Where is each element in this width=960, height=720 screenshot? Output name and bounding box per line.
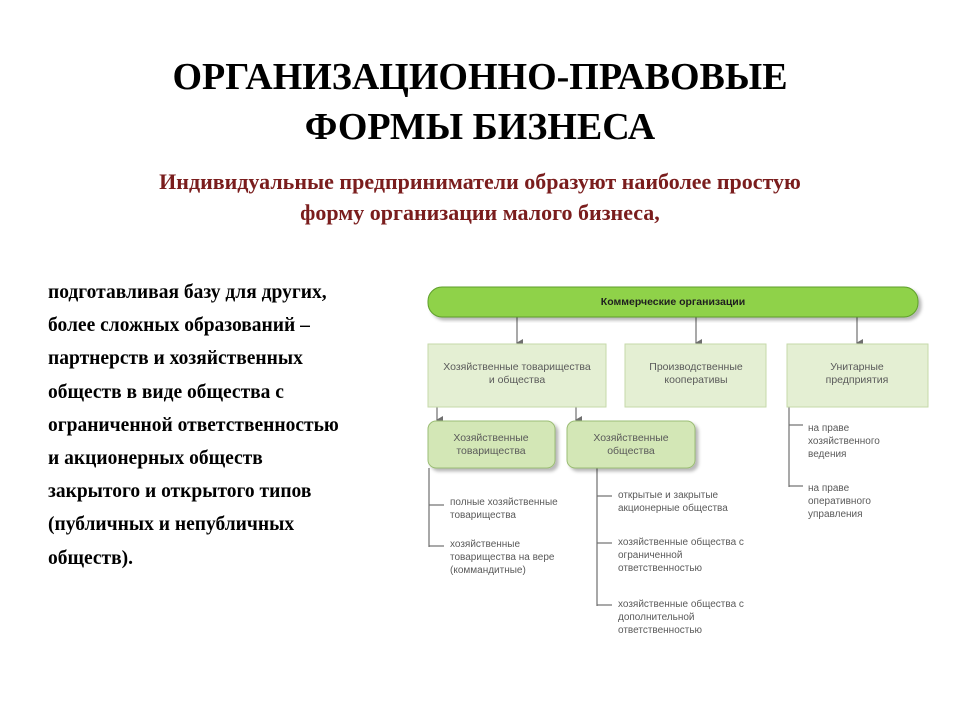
body-line-4: обществ в виде общества с [48,381,284,403]
companies-box-label: Хозяйственные общества [593,432,669,457]
subtitle-line-1: Индивидуальные предприниматели образуют наиболее простую [159,169,801,194]
root-label: Коммерческие организации [600,296,746,308]
company-type-3: хозяйственные общества с дополнительной ответственностью [618,599,744,636]
body-line-6: и акционерных обществ [48,448,263,470]
body-line-8: (публичных и непубличных [48,514,295,536]
unitary-type-2: на праве оперативного управления [808,483,871,520]
cooperatives-box-label: Производственные кооперативы [649,361,743,386]
partnership-type-1: полные хозяйственные товарищества [450,497,558,521]
body-line-5: ограниченной ответственностью [48,414,339,436]
body-line-7: закрытого и открытого типов [48,481,312,503]
unitary-type-1: на праве хозяйственного ведения [808,423,880,460]
partnerships-box-label: Хозяйственные товарищества [453,432,529,457]
body-line-3: партнерств и хозяйственных [48,348,303,370]
company-type-1: открытые и закрытые акционерные общества [618,490,728,514]
title-line-2: ФОРМЫ БИЗНЕСА [304,106,656,148]
title-line-1: ОРГАНИЗАЦИОННО-ПРАВОВЫЕ [172,56,788,98]
body-line-1: подготавливая базу для других, [48,282,327,303]
body-line-2: более сложных образований – [48,315,310,337]
diagram-nodes [428,287,928,636]
partnership-type-2: хозяйственные товарищества на вере (коммандитные) [450,539,555,576]
body-line-9: обществ). [48,547,133,569]
company-type-2: хозяйственные общества с ограниченной ответственностью [618,537,744,574]
partnerships-and-companies-box-label: Хозяйственные товарищества и общества [443,361,591,386]
subtitle-line-2: форму организации малого бизнеса, [300,200,660,225]
unitary-enterprises-box-label: Унитарные предприятия [825,361,889,386]
